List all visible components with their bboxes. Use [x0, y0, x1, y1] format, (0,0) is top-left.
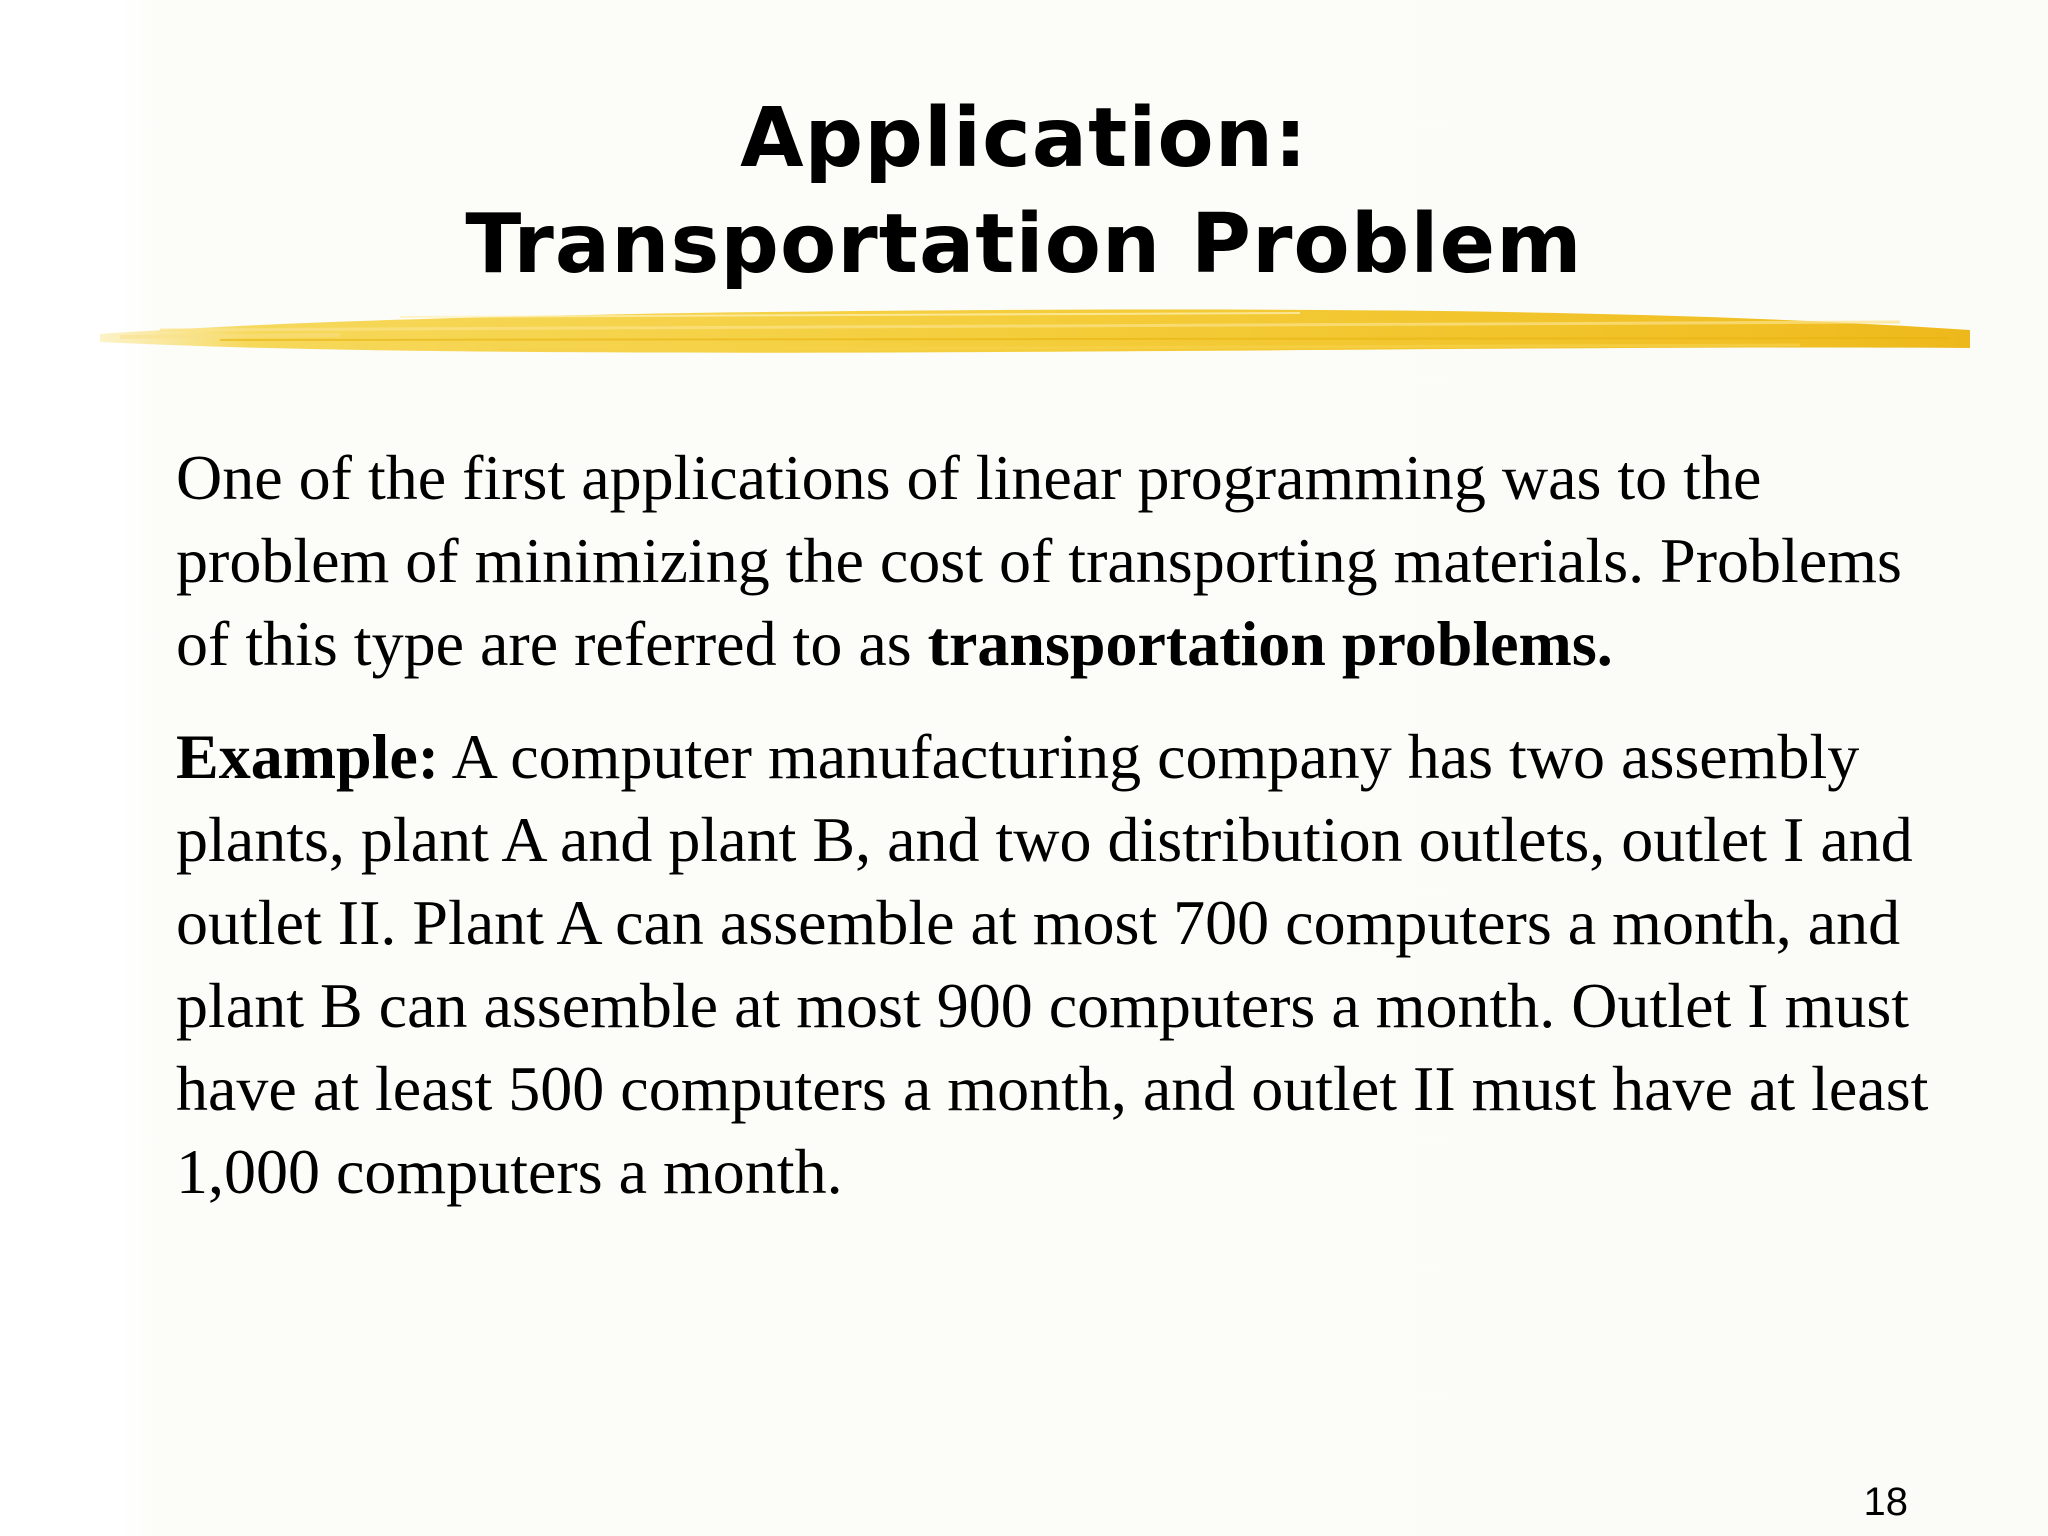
intro-paragraph: [176, 436, 1936, 685]
intro-bold-term: transportation problems.: [927, 608, 1613, 679]
slide-title: [0, 86, 2048, 298]
example-text: A computer manufacturing company has two assembly plants, plant A and plant B, and two distribution outlets, outlet I and outlet II. Plant A can assemble at most 700 computers a month, and plant B can assemble at most 900 computers a month. Outlet I must have at least 500 computers a month, and outlet II must have at least 1,000 computers a month.: [176, 721, 1929, 1207]
title-line-1: Application:: [740, 91, 1308, 186]
example-label: Example:: [176, 721, 440, 792]
title-line-2: Transportation Problem: [465, 197, 1583, 292]
page-number: 18: [1863, 1480, 1908, 1524]
slide-body: [176, 436, 1936, 1243]
example-paragraph: [176, 715, 1936, 1213]
intro-text: One of the first applications of linear programming was to the problem of minimizing the cost of transporting materials. Problems of this type are referred to as: [176, 442, 1902, 679]
brush-stroke-underline: [100, 290, 1970, 370]
